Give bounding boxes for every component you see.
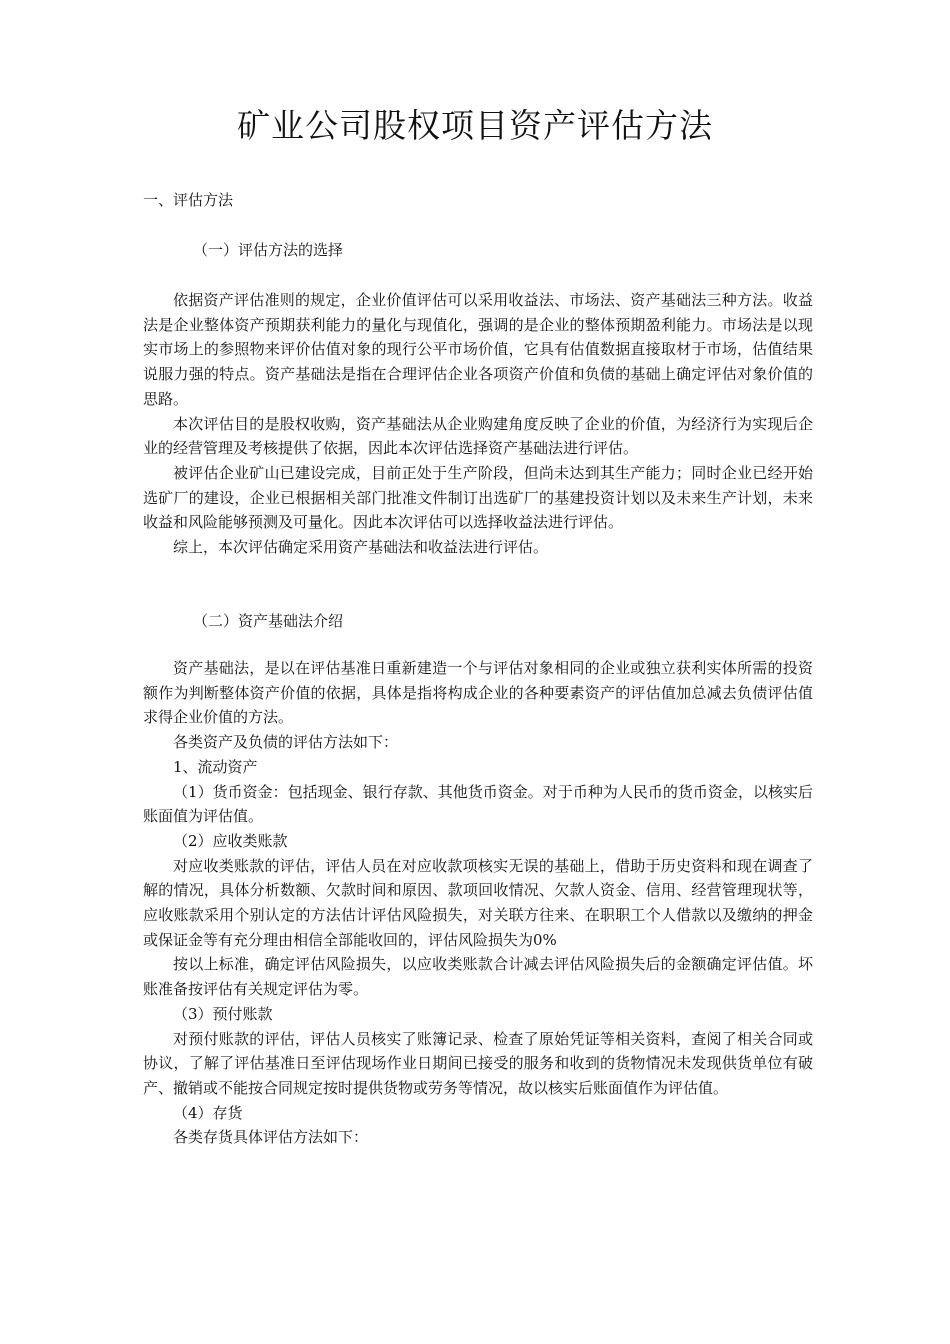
asset-based-intro-body — [143, 656, 813, 1150]
section-heading-evaluation-methods: 一、评估方法 — [143, 191, 234, 209]
document-title: 矿业公司股权项目资产评估方法 — [237, 106, 713, 145]
subsection-heading-asset-based-intro: （二）资产基础法介绍 — [193, 612, 344, 630]
paragraph-receivables-standard: 按以上标准，确定评估风险损失，以应收类账款合计减去评估风险损失后的金额确定评估值。坏账准备按评估有关规定评估为零。 — [143, 955, 813, 999]
item-prepayments-heading: （3）预付账款 — [173, 1004, 273, 1023]
paragraph-conclusion: 综上，本次评估确定采用资产基础法和收益法进行评估。 — [173, 538, 549, 557]
paragraph-inventory-methods: 各类存货具体评估方法如下： — [173, 1128, 369, 1147]
paragraph-methods-list-intro: 各类资产及负债的评估方法如下： — [173, 733, 399, 752]
paragraph-valuation-standards: 依据资产评估准则的规定，企业价值评估可以采用收益法、市场法、资产基础法三种方法。收益法是企业整体资产预期获利能力的量化与现值化，强调的是企业的整体预期盈利能力。市场法是以现实市场上的参照物来评价估值对象的现行公平市场价值，它具有估值数据直接取材于市场，估值结果说服力强的特点。资产基础法是指在合理评估企业各项资产价值和负债的基础上确定评估对象价值的思路。 — [143, 291, 813, 408]
item-inventory-heading: （4）存货 — [173, 1103, 243, 1122]
subsection-heading-method-selection: （一）评估方法的选择 — [193, 241, 344, 259]
paragraph-prepayments-evaluation: 对预付账款的评估，评估人员核实了账簿记录、检查了原始凭证等相关资料，查阅了相关合同或协议，了解了评估基准日至评估现场作业日期间已接受的服务和收到的货物情况未发现供货单位有破产、撤销或不能按合同规定按时提供货物或劳务等情况，故以核实后账面值作为评估值。 — [143, 1029, 813, 1097]
paragraph-cash: （1）货币资金：包括现金、银行存款、其他货币资金。对于币种为人民币的货币资金，以核实后账面值为评估值。 — [143, 782, 813, 826]
item-current-assets: 1、流动资产 — [173, 757, 258, 776]
paragraph-asset-based-choice: 本次评估目的是股权收购，资产基础法从企业购建角度反映了企业的价值，为经济行为实现后企业的经营管理及考核提供了依据，因此本次评估选择资产基础法进行评估。 — [143, 414, 813, 458]
method-selection-body — [143, 288, 813, 560]
paragraph-income-approach-choice: 被评估企业矿山已建设完成，目前正处于生产阶段，但尚未达到其生产能力；同时企业已经开始选矿厂的建设，企业已根据相关部门批准文件制订出选矿厂的基建投资计划以及未来生产计划，未来收益和风险能够预测及可量化。因此本次评估可以选择收益法进行评估。 — [143, 463, 813, 532]
paragraph-asset-based-definition: 资产基础法，是以在评估基准日重新建造一个与评估对象相同的企业或独立获利实体所需的投资额作为判断整体资产价值的依据，具体是指将构成企业的各种要素资产的评估值加总减去负债评估值求得企业价值的方法。 — [143, 659, 813, 727]
item-receivables-heading: （2）应收类账款 — [173, 831, 288, 850]
paragraph-receivables-evaluation: 对应收类账款的评估，评估人员在对应收款项核实无误的基础上，借助于历史资料和现在调查了解的情况，具体分析数额、欠款时间和原因、款项回收情况、欠款人资金、信用、经营管理现状等，应收账款采用个别认定的方法估计评估风险损失，对关联方往来、在职职工个人借款以及缴纳的押金或保证金等有充分理由相信全部能收回的，评估风险损失为0% — [143, 856, 813, 949]
